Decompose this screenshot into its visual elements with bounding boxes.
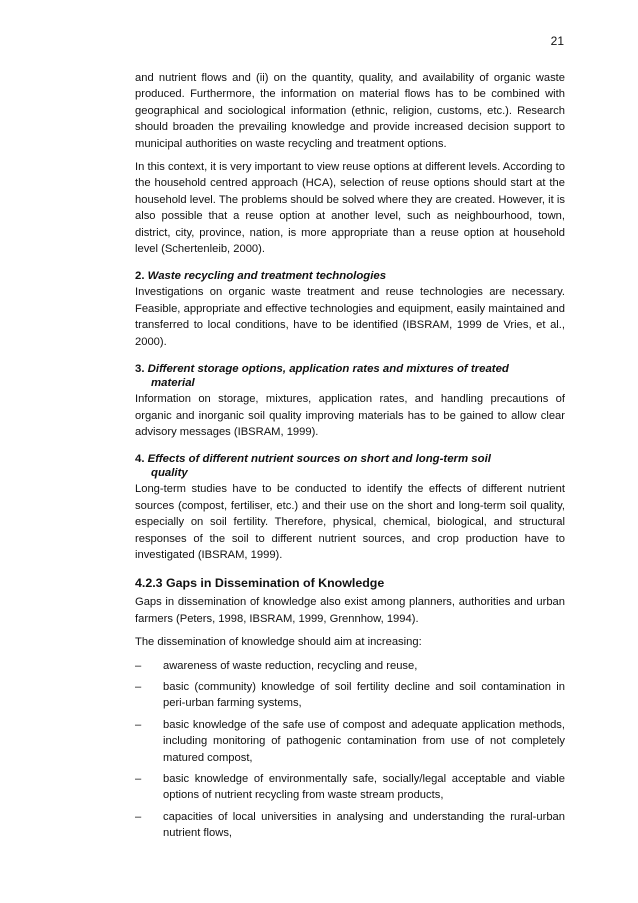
list-item [135, 658, 565, 674]
page-number: 21 [550, 34, 564, 48]
list-item [135, 771, 565, 804]
bullet-dash: – [135, 773, 142, 785]
heading-title: Different storage options, application rates and mixtures of treated [147, 363, 509, 376]
heading-waste-recycling [135, 269, 565, 283]
list-item-text: capacities of local universities in analysing and understanding the rural-urban nutrient flows, [163, 810, 565, 840]
paragraph-gaps: Gaps in dissemination of knowledge also exist among planners, authorities and urban farmers (Peters, 1998, IBSRAM, 1999, Grennhow, 1994). [135, 596, 565, 625]
heading-title: Waste recycling and treatment technologies [147, 270, 387, 283]
heading-title-continued: quality [151, 467, 188, 480]
list-item [135, 717, 565, 766]
bullet-dash: – [135, 810, 142, 823]
paragraph-dissemination-aim: The dissemination of knowledge should aim at increasing: [135, 636, 422, 649]
heading-nutrient-sources [135, 452, 565, 480]
paragraph-nutrient-sources: Long-term studies have to be conducted to identify the effects of different nutrient sources (compost, fertiliser, etc.) and their use on the short and long-term soil quality, especially on soil fertility. Therefore, physical, chemical, biological, and structural responses of the soil to different nutrient sources, and crop production have to investigated (IBSRAM, 1999). [135, 483, 565, 561]
paragraph-nutrient-flows: and nutrient flows and (ii) on the quantity, quality, and availability of organic waste produced. Furthermore, the information on material flows has to be combined with geographical and sociological information (ethnic, religion, customs, etc.). Research should broaden the prevailing knowledge and provide increased decision support to municipal authorities on waste recycling and treatment options. [135, 72, 565, 150]
bullet-list [135, 658, 565, 842]
heading-title: Effects of different nutrient sources on short and long-term soil [147, 453, 491, 466]
heading-number: 2. [135, 270, 145, 283]
paragraph-storage-options: Information on storage, mixtures, application rates, and handling precautions of organic and inorganic soil quality improving materials has to be gained to allow clear advisory messages (IBSRAM, 1999). [135, 393, 565, 438]
list-item [135, 679, 565, 712]
list-item-text: basic knowledge of the safe use of compost and adequate application methods, including monitoring of pathogenic contamination from use of not completely matured compost, [163, 718, 565, 764]
bullet-dash: – [135, 718, 142, 731]
heading-number: 3. [135, 363, 145, 376]
document-body [135, 70, 565, 847]
section-heading-gaps: 4.2.3 Gaps in Dissemination of Knowledge [135, 576, 385, 591]
bullet-dash: – [135, 680, 142, 693]
heading-number: 4. [135, 453, 145, 466]
bullet-dash: – [135, 659, 142, 672]
paragraph-reuse-levels: In this context, it is very important to view reuse options at different levels. According to the household centred approach (HCA), selection of reuse options should start at the household level. The problems should be solved where they are created. However, it is also possible that a reuse option at another level, such as neighbourhood, town, district, city, province, nation, is more appropriate than a reuse option at household level (Schertenleib, 2000). [135, 161, 565, 256]
heading-title-continued: material [151, 377, 195, 390]
heading-storage-options [135, 362, 565, 390]
list-item-text: awareness of waste reduction, recycling and reuse, [163, 659, 418, 672]
list-item-text: basic knowledge of environmentally safe, socially/legal acceptable and viable options of nutrient recycling from waste stream products, [163, 773, 565, 802]
list-item [135, 809, 565, 842]
paragraph-waste-recycling: Investigations on organic waste treatment and reuse technologies are necessary. Feasible, appropriate and effective technologies and equipment, easily maintained and transferred to local conditions, have to be identified (IBSRAM, 1999 de Vries, et al., 2000). [135, 286, 565, 348]
list-item-text: basic (community) knowledge of soil fertility decline and soil contamination in peri-urban farming systems, [163, 680, 565, 710]
